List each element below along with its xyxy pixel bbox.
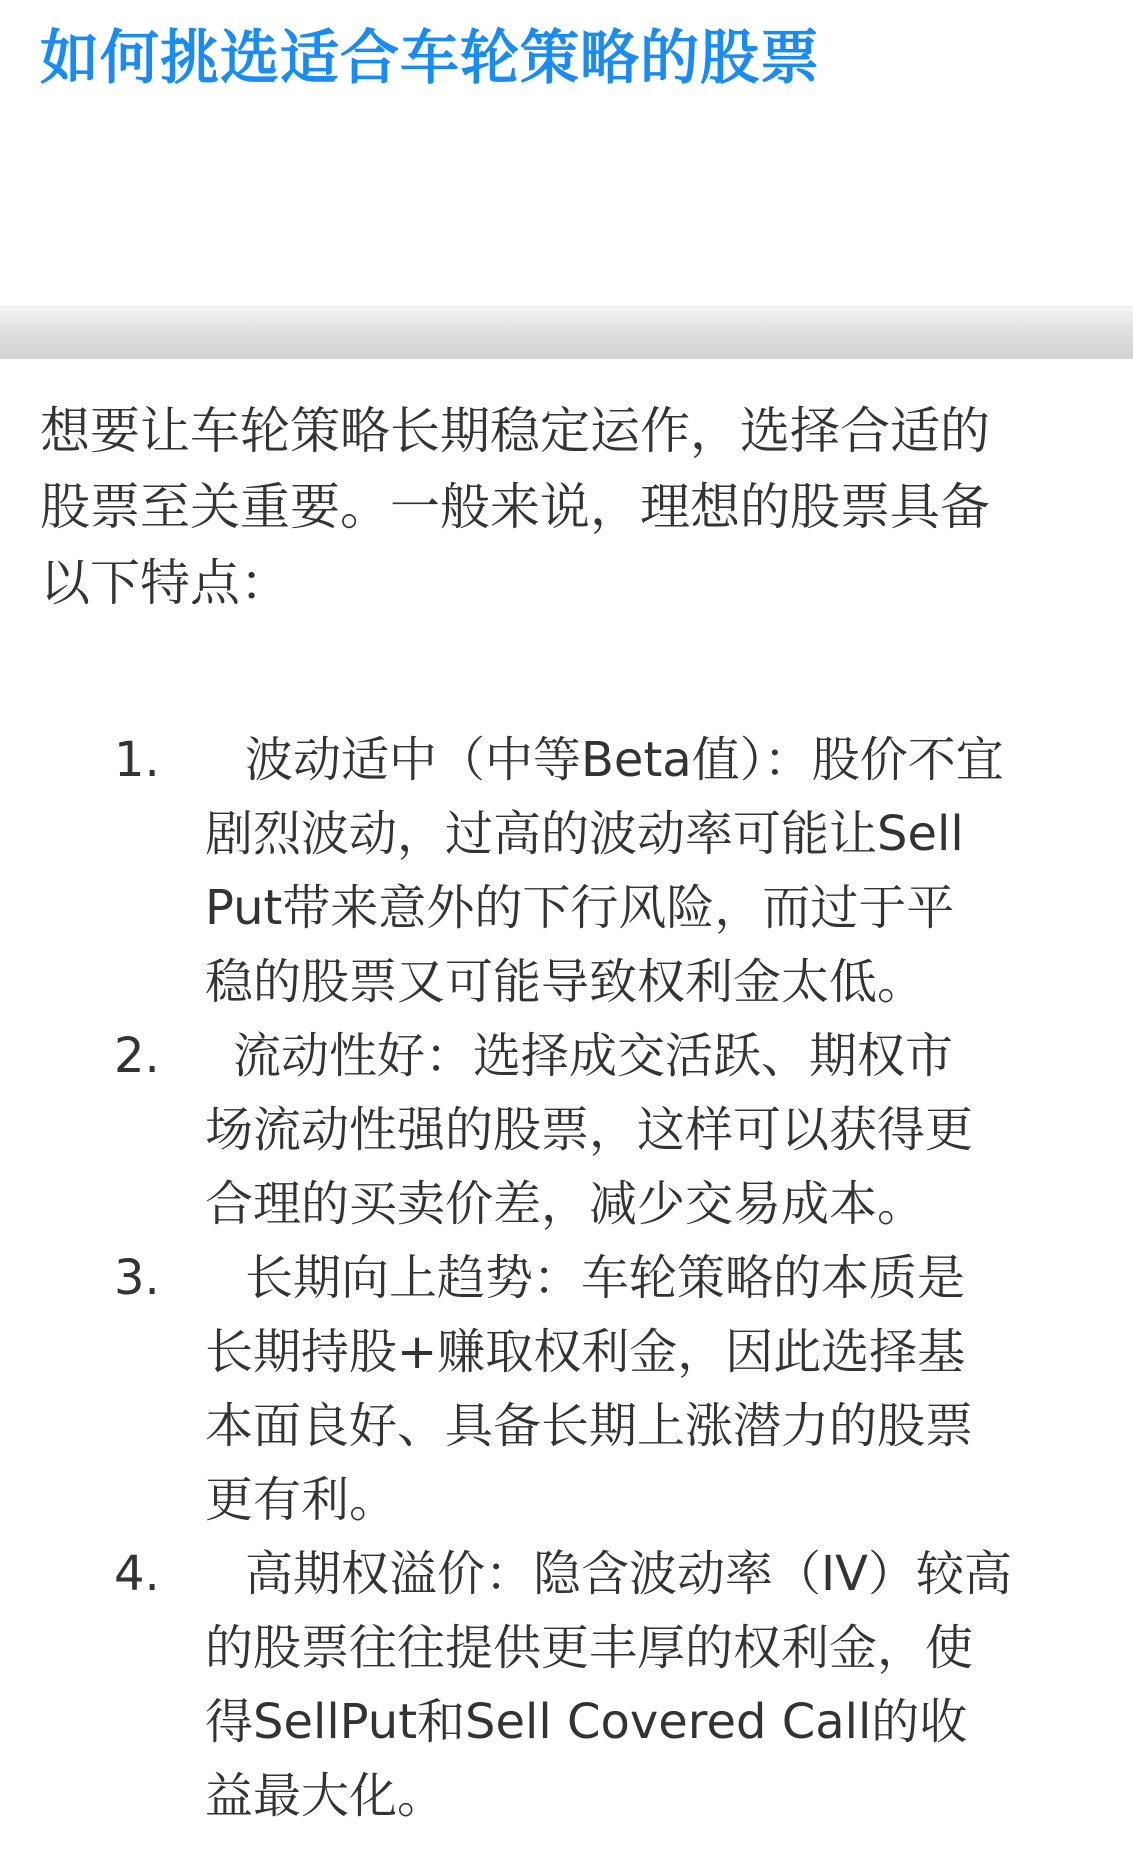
list-item-line: 流动性好：选择成交活跃、期权市 bbox=[233, 1028, 954, 1084]
list-item-line: 场流动性强的股票，这样可以获得更 bbox=[205, 1102, 974, 1158]
intro-line: 想要让车轮策略长期稳定运作，选择合适的 bbox=[40, 402, 990, 460]
list-item-line: 长期持股+赚取权利金，因此选择基 bbox=[205, 1324, 966, 1380]
list-item bbox=[0, 1537, 1133, 1833]
list-item-line: 剧烈波动，过高的波动率可能让Sell bbox=[205, 806, 964, 862]
section-divider bbox=[0, 306, 1133, 359]
list-item-number: 1. bbox=[114, 732, 160, 788]
list-item-line: 更有利。 bbox=[205, 1472, 398, 1528]
list-item-line: 合理的买卖价差，减少交易成本。 bbox=[205, 1176, 926, 1232]
list-item-line: 高期权溢价：隐含波动率（IV）较高 bbox=[245, 1546, 1012, 1602]
list-item-line: 得SellPut和Sell Covered Call的收 bbox=[205, 1694, 968, 1750]
list-item-number: 2. bbox=[114, 1028, 160, 1084]
list-item-line: 长期向上趋势：车轮策略的本质是 bbox=[245, 1250, 966, 1306]
list-item-number: 4. bbox=[114, 1546, 160, 1602]
list-item-line: 波动适中（中等Beta值）：股价不宜 bbox=[245, 732, 1004, 788]
list-item bbox=[0, 723, 1133, 1019]
list-item-line: 稳的股票又可能导致权利金太低。 bbox=[205, 954, 926, 1010]
list-item-line: Put带来意外的下行风险，而过于平 bbox=[205, 880, 955, 936]
list-item-line: 的股票往往提供更丰厚的权利金，使 bbox=[205, 1620, 974, 1676]
intro-paragraph bbox=[40, 393, 1120, 621]
list-item-line: 益最大化。 bbox=[205, 1768, 446, 1824]
intro-line: 以下特点： bbox=[40, 554, 290, 612]
article-title: 如何挑选适合车轮策略的股票 bbox=[40, 23, 821, 92]
list-item bbox=[0, 1241, 1133, 1537]
list-item-number: 3. bbox=[114, 1250, 160, 1306]
intro-line: 股票至关重要。一般来说，理想的股票具备 bbox=[40, 478, 990, 536]
list-item-line: 本面良好、具备长期上涨潜力的股票 bbox=[205, 1398, 974, 1454]
list-item bbox=[0, 1019, 1133, 1241]
feature-list bbox=[0, 723, 1133, 1833]
